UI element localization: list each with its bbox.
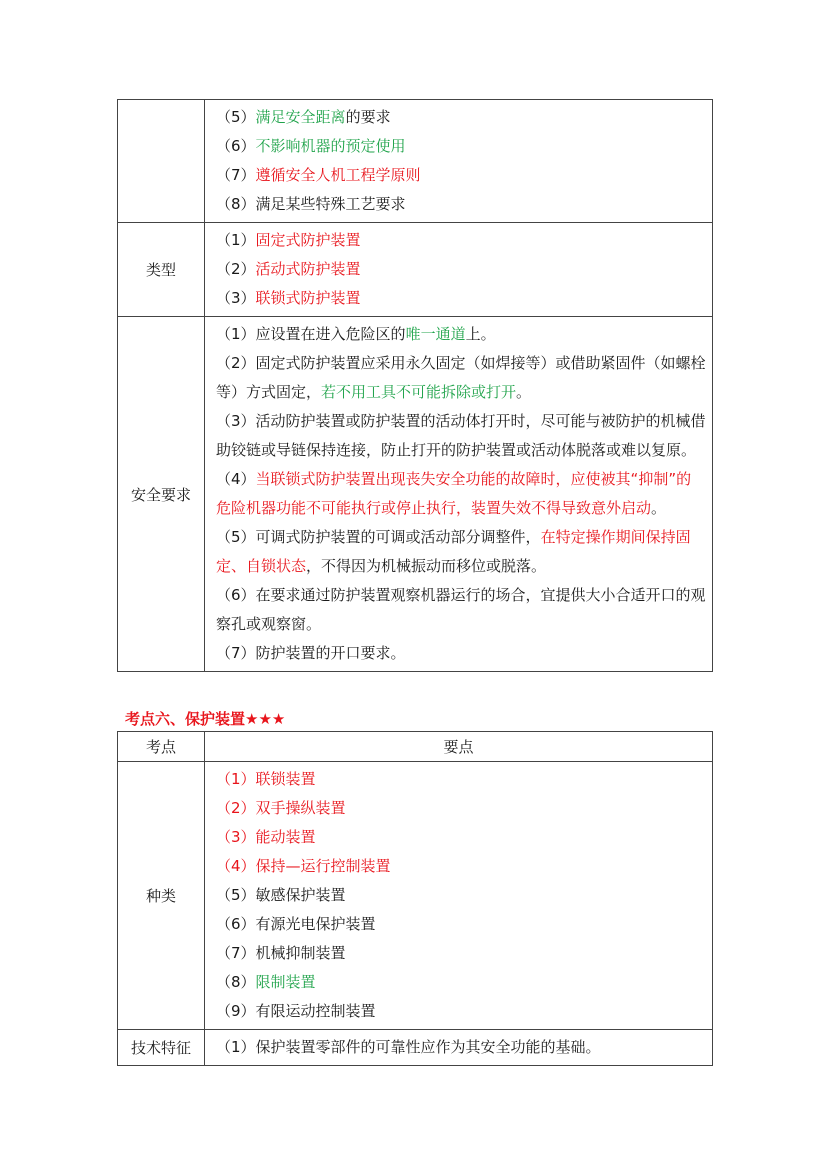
item-text: 活动式防护装置 <box>255 260 361 278</box>
list-item <box>216 581 706 639</box>
item-number: （3） <box>216 828 256 846</box>
item-text: 固定式防护装置应采用永久固定（如焊接等）或借助紧固件（如螺栓等）方式固定， <box>216 354 706 401</box>
list-item <box>216 639 706 668</box>
item-list <box>216 320 706 668</box>
list-item <box>216 190 706 219</box>
item-number: （5） <box>216 886 256 904</box>
header-col-topic: 考点 <box>118 732 205 762</box>
item-number: （5） <box>216 108 256 126</box>
guard-requirements-table <box>117 99 713 672</box>
item-text: 满足某些特殊工艺要求 <box>255 195 406 213</box>
list-item <box>216 968 706 997</box>
item-list <box>216 765 706 1026</box>
item-number: （9） <box>216 1002 256 1020</box>
item-text: 限制装置 <box>255 973 316 991</box>
protective-devices-table <box>117 731 713 1066</box>
item-number: （7） <box>216 166 256 184</box>
item-number: （1） <box>216 1038 256 1056</box>
item-text: 能动装置 <box>255 828 316 846</box>
row-content <box>205 317 713 672</box>
list-item <box>216 132 706 161</box>
item-number: （4） <box>216 857 256 875</box>
list-item <box>216 284 706 313</box>
list-item <box>216 226 706 255</box>
item-list <box>216 1033 706 1062</box>
item-number: （2） <box>216 354 256 372</box>
item-number: （6） <box>216 137 256 155</box>
header-col-points: 要点 <box>205 732 713 762</box>
row-content <box>205 762 713 1030</box>
list-item <box>216 349 706 407</box>
section-heading: 考点六、保护装置★★★ <box>125 710 286 728</box>
item-number: （2） <box>216 799 256 817</box>
item-number: （1） <box>216 231 256 249</box>
item-text: 有限运动控制装置 <box>255 1002 376 1020</box>
item-text: 联锁式防护装置 <box>255 289 361 307</box>
table-row <box>118 317 713 672</box>
item-number: （2） <box>216 260 256 278</box>
item-number: （3） <box>216 289 256 307</box>
item-text: 有源光电保护装置 <box>255 915 376 933</box>
item-text: 不影响机器的预定使用 <box>255 137 406 155</box>
list-item <box>216 823 706 852</box>
item-text: 上。 <box>465 325 496 343</box>
item-text: 保护装置零部件的可靠性应作为其安全功能的基础。 <box>255 1038 601 1056</box>
table-row <box>118 223 713 317</box>
list-item <box>216 1033 706 1062</box>
item-number: （7） <box>216 644 256 662</box>
item-number: （6） <box>216 586 256 604</box>
list-item <box>216 765 706 794</box>
item-text: 若不用工具不可能拆除或打开 <box>321 383 517 401</box>
list-item <box>216 255 706 284</box>
row-label-safety: 安全要求 <box>118 317 205 672</box>
item-text: 活动防护装置或防护装置的活动体打开时，尽可能与被防护的机械借助铰链或导链保持连接，防止打开的防护装置或活动体脱落或难以复原。 <box>216 412 706 459</box>
item-text: 当联锁式防护装置出现丧失安全功能的故障时，应使被其“抑制”的危险机器功能不可能执行或停止执行，装置失效不得导致意外启动 <box>216 470 692 517</box>
item-text: 联锁装置 <box>255 770 316 788</box>
item-text: 防护装置的开口要求。 <box>255 644 406 662</box>
list-item <box>216 523 706 581</box>
row-content <box>205 1030 713 1066</box>
item-number: （1） <box>216 325 256 343</box>
item-number: （6） <box>216 915 256 933</box>
list-item <box>216 852 706 881</box>
row-content <box>205 100 713 223</box>
item-number: （3） <box>216 412 256 430</box>
table-header-row <box>118 732 713 762</box>
item-list <box>216 103 706 219</box>
list-item <box>216 997 706 1026</box>
item-text: 唯一通道 <box>405 325 466 343</box>
list-item <box>216 320 706 349</box>
item-text: 机械抑制装置 <box>255 944 346 962</box>
row-label-continued <box>118 100 205 223</box>
item-text: 。 <box>651 499 667 517</box>
item-text: 应设置在进入危险区的 <box>255 325 406 343</box>
table-row <box>118 100 713 223</box>
item-number: （8） <box>216 973 256 991</box>
item-text: 。 <box>516 383 532 401</box>
row-label-types: 类型 <box>118 223 205 317</box>
row-label-kinds: 种类 <box>118 762 205 1030</box>
item-text: 保持—运行控制装置 <box>255 857 391 875</box>
list-item <box>216 407 706 465</box>
list-item <box>216 103 706 132</box>
item-number: （4） <box>216 470 256 488</box>
item-text: 的要求 <box>345 108 391 126</box>
list-item <box>216 161 706 190</box>
item-text: 固定式防护装置 <box>255 231 361 249</box>
row-label-tech: 技术特征 <box>118 1030 205 1066</box>
item-number: （7） <box>216 944 256 962</box>
item-text: 双手操纵装置 <box>255 799 346 817</box>
row-content <box>205 223 713 317</box>
item-number: （8） <box>216 195 256 213</box>
item-text: 敏感保护装置 <box>255 886 346 904</box>
table-row <box>118 1030 713 1066</box>
list-item <box>216 939 706 968</box>
item-text: ，不得因为机械振动而移位或脱落。 <box>306 557 547 575</box>
list-item <box>216 465 706 523</box>
item-number: （5） <box>216 528 256 546</box>
item-list <box>216 226 706 313</box>
item-text: 在要求通过防护装置观察机器运行的场合，宜提供大小合适开口的观察孔或观察窗。 <box>216 586 706 633</box>
list-item <box>216 910 706 939</box>
list-item <box>216 794 706 823</box>
item-number: （1） <box>216 770 256 788</box>
item-text: 在特定操作期间保持固定、自锁状态 <box>216 528 691 575</box>
list-item <box>216 881 706 910</box>
item-text: 可调式防护装置的可调或活动部分调整件， <box>255 528 541 546</box>
table-row <box>118 762 713 1030</box>
item-text: 满足安全距离 <box>255 108 346 126</box>
item-text: 遵循安全人机工程学原则 <box>255 166 421 184</box>
